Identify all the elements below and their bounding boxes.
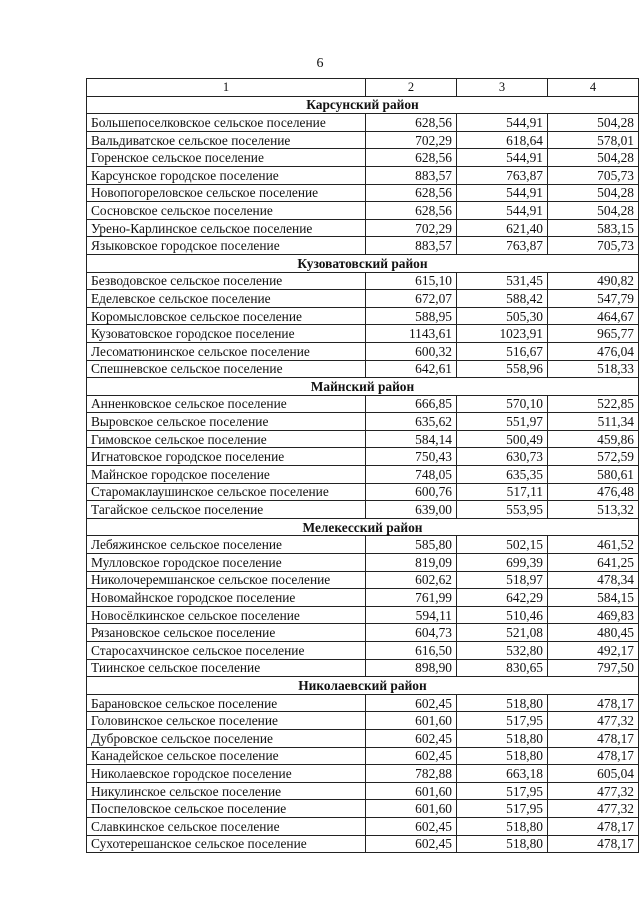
value-cell: 601,60 [366, 800, 457, 818]
value-cell: 547,79 [548, 290, 639, 308]
value-cell: 642,29 [457, 589, 548, 607]
value-cell: 478,17 [548, 835, 639, 853]
value-cell: 635,35 [457, 466, 548, 484]
page-number: 6 [316, 56, 324, 71]
value-cell: 898,90 [366, 659, 457, 677]
settlement-name: Никулинское сельское поселение [87, 782, 366, 800]
value-cell: 702,29 [366, 219, 457, 237]
value-cell: 883,57 [366, 237, 457, 255]
value-cell: 602,45 [366, 817, 457, 835]
settlement-name: Анненковское сельское поселение [87, 395, 366, 413]
table-row [87, 166, 639, 184]
settlement-name: Большепоселковское сельское поселение [87, 114, 366, 132]
table-row [87, 114, 639, 132]
value-cell: 478,17 [548, 817, 639, 835]
value-cell: 583,15 [548, 219, 639, 237]
table-row [87, 202, 639, 220]
value-cell: 1023,91 [457, 325, 548, 343]
table-row [87, 325, 639, 343]
value-cell: 672,07 [366, 290, 457, 308]
table-row [87, 554, 639, 572]
table-row [87, 800, 639, 818]
value-cell: 628,56 [366, 114, 457, 132]
settlement-name: Спешневское сельское поселение [87, 360, 366, 378]
value-cell: 580,61 [548, 466, 639, 484]
value-cell: 602,45 [366, 835, 457, 853]
table-row [87, 149, 639, 167]
table-row [87, 659, 639, 677]
table-row [87, 765, 639, 783]
value-cell: 642,61 [366, 360, 457, 378]
value-cell: 641,25 [548, 554, 639, 572]
district-name: Кузоватовский район [87, 254, 639, 272]
value-cell: 511,34 [548, 413, 639, 431]
value-cell: 516,67 [457, 342, 548, 360]
value-cell: 830,65 [457, 659, 548, 677]
table-row [87, 237, 639, 255]
value-cell: 618,64 [457, 131, 548, 149]
value-cell: 615,10 [366, 272, 457, 290]
settlement-name: Лебяжинское сельское поселение [87, 536, 366, 554]
value-cell: 797,50 [548, 659, 639, 677]
table-body [87, 96, 639, 853]
table-row [87, 307, 639, 325]
value-cell: 782,88 [366, 765, 457, 783]
value-cell: 628,56 [366, 149, 457, 167]
value-cell: 551,97 [457, 413, 548, 431]
value-cell: 558,96 [457, 360, 548, 378]
settlement-name: Барановское сельское поселение [87, 694, 366, 712]
value-cell: 544,91 [457, 114, 548, 132]
value-cell: 628,56 [366, 184, 457, 202]
settlement-name: Майнское городское поселение [87, 466, 366, 484]
settlement-name: Кузоватовское городское поселение [87, 325, 366, 343]
value-cell: 763,87 [457, 166, 548, 184]
table-row [87, 589, 639, 607]
value-cell: 621,40 [457, 219, 548, 237]
value-cell: 705,73 [548, 237, 639, 255]
value-cell: 517,95 [457, 712, 548, 730]
settlement-name: Славкинское сельское поселение [87, 817, 366, 835]
table-row [87, 747, 639, 765]
table-row [87, 729, 639, 747]
settlement-name: Еделевское сельское поселение [87, 290, 366, 308]
table-row [87, 360, 639, 378]
table-row [87, 466, 639, 484]
value-cell: 517,95 [457, 782, 548, 800]
table-row [87, 782, 639, 800]
value-cell: 1143,61 [366, 325, 457, 343]
settlement-name: Тиинское сельское поселение [87, 659, 366, 677]
value-cell: 763,87 [457, 237, 548, 255]
table-header-row [87, 79, 639, 97]
value-cell: 459,86 [548, 430, 639, 448]
value-cell: 477,32 [548, 782, 639, 800]
table-row [87, 606, 639, 624]
settlement-name: Сухотерешанское сельское поселение [87, 835, 366, 853]
value-cell: 478,17 [548, 747, 639, 765]
value-cell: 518,80 [457, 817, 548, 835]
value-cell: 478,17 [548, 729, 639, 747]
value-cell: 639,00 [366, 501, 457, 519]
district-header-row [87, 677, 639, 695]
value-cell: 480,45 [548, 624, 639, 642]
value-cell: 705,73 [548, 166, 639, 184]
settlement-name: Николочеремшанское сельское поселение [87, 571, 366, 589]
district-header-row [87, 254, 639, 272]
value-cell: 594,11 [366, 606, 457, 624]
value-cell: 518,97 [457, 571, 548, 589]
value-cell: 544,91 [457, 184, 548, 202]
settlement-name: Вальдиватское сельское поселение [87, 131, 366, 149]
district-name: Карсунский район [87, 96, 639, 114]
district-name: Николаевский район [87, 677, 639, 695]
value-cell: 522,85 [548, 395, 639, 413]
settlement-name: Мулловское городское поселение [87, 554, 366, 572]
value-cell: 518,80 [457, 747, 548, 765]
value-cell: 532,80 [457, 642, 548, 660]
settlement-name: Тагайское сельское поселение [87, 501, 366, 519]
district-name: Майнский район [87, 378, 639, 396]
value-cell: 883,57 [366, 166, 457, 184]
value-cell: 477,32 [548, 800, 639, 818]
value-cell: 584,15 [548, 589, 639, 607]
value-cell: 521,08 [457, 624, 548, 642]
value-cell: 628,56 [366, 202, 457, 220]
settlement-name: Дубровское сельское поселение [87, 729, 366, 747]
settlement-name: Карсунское городское поселение [87, 166, 366, 184]
value-cell: 616,50 [366, 642, 457, 660]
column-header: 2 [366, 79, 457, 97]
value-cell: 572,59 [548, 448, 639, 466]
settlement-name: Николаевское городское поселение [87, 765, 366, 783]
table-row [87, 448, 639, 466]
settlement-name: Гимовское сельское поселение [87, 430, 366, 448]
value-cell: 517,95 [457, 800, 548, 818]
table-row [87, 624, 639, 642]
table-row [87, 131, 639, 149]
value-cell: 630,73 [457, 448, 548, 466]
table-row [87, 395, 639, 413]
settlements-table [86, 78, 639, 853]
settlement-name: Выровское сельское поселение [87, 413, 366, 431]
table-row [87, 290, 639, 308]
value-cell: 518,80 [457, 835, 548, 853]
district-header-row [87, 378, 639, 396]
settlement-name: Горенское сельское поселение [87, 149, 366, 167]
value-cell: 531,45 [457, 272, 548, 290]
value-cell: 588,95 [366, 307, 457, 325]
settlement-name: Новосёлкинское сельское поселение [87, 606, 366, 624]
value-cell: 604,73 [366, 624, 457, 642]
table-row [87, 642, 639, 660]
district-header-row [87, 96, 639, 114]
table-row [87, 272, 639, 290]
value-cell: 510,46 [457, 606, 548, 624]
settlement-name: Сосновское сельское поселение [87, 202, 366, 220]
table-row [87, 712, 639, 730]
value-cell: 505,30 [457, 307, 548, 325]
value-cell: 635,62 [366, 413, 457, 431]
value-cell: 602,45 [366, 729, 457, 747]
value-cell: 585,80 [366, 536, 457, 554]
value-cell: 748,05 [366, 466, 457, 484]
settlement-name: Урено-Карлинское сельское поселение [87, 219, 366, 237]
value-cell: 476,04 [548, 342, 639, 360]
value-cell: 570,10 [457, 395, 548, 413]
table-row [87, 817, 639, 835]
table-row [87, 430, 639, 448]
value-cell: 588,42 [457, 290, 548, 308]
value-cell: 600,32 [366, 342, 457, 360]
value-cell: 461,52 [548, 536, 639, 554]
settlement-name: Старосахчинское сельское поселение [87, 642, 366, 660]
column-header: 4 [548, 79, 639, 97]
value-cell: 502,15 [457, 536, 548, 554]
settlement-name: Новопогореловское сельское поселение [87, 184, 366, 202]
value-cell: 666,85 [366, 395, 457, 413]
table-row [87, 694, 639, 712]
value-cell: 602,62 [366, 571, 457, 589]
column-header: 3 [457, 79, 548, 97]
settlement-name: Канадейское сельское поселение [87, 747, 366, 765]
value-cell: 476,48 [548, 483, 639, 501]
value-cell: 492,17 [548, 642, 639, 660]
value-cell: 602,45 [366, 694, 457, 712]
table-row [87, 835, 639, 853]
value-cell: 504,28 [548, 114, 639, 132]
value-cell: 600,76 [366, 483, 457, 501]
settlement-name: Игнатовское городское поселение [87, 448, 366, 466]
value-cell: 601,60 [366, 782, 457, 800]
value-cell: 518,80 [457, 694, 548, 712]
value-cell: 750,43 [366, 448, 457, 466]
settlement-name: Новомайнское городское поселение [87, 589, 366, 607]
value-cell: 478,34 [548, 571, 639, 589]
value-cell: 500,49 [457, 430, 548, 448]
value-cell: 490,82 [548, 272, 639, 290]
value-cell: 513,32 [548, 501, 639, 519]
value-cell: 517,11 [457, 483, 548, 501]
value-cell: 504,28 [548, 202, 639, 220]
value-cell: 464,67 [548, 307, 639, 325]
value-cell: 965,77 [548, 325, 639, 343]
settlement-name: Головинское сельское поселение [87, 712, 366, 730]
value-cell: 518,80 [457, 729, 548, 747]
district-name: Мелекесский район [87, 518, 639, 536]
value-cell: 544,91 [457, 149, 548, 167]
settlement-name: Языковское городское поселение [87, 237, 366, 255]
value-cell: 469,83 [548, 606, 639, 624]
value-cell: 819,09 [366, 554, 457, 572]
settlement-name: Старомаклаушинское сельское поселение [87, 483, 366, 501]
settlement-name: Лесоматюнинское сельское поселение [87, 342, 366, 360]
value-cell: 518,33 [548, 360, 639, 378]
table-row [87, 501, 639, 519]
value-cell: 663,18 [457, 765, 548, 783]
district-header-row [87, 518, 639, 536]
value-cell: 605,04 [548, 765, 639, 783]
value-cell: 478,17 [548, 694, 639, 712]
settlement-name: Коромысловское сельское поселение [87, 307, 366, 325]
value-cell: 544,91 [457, 202, 548, 220]
value-cell: 504,28 [548, 149, 639, 167]
column-header: 1 [87, 79, 366, 97]
value-cell: 584,14 [366, 430, 457, 448]
table-row [87, 184, 639, 202]
table-row [87, 536, 639, 554]
value-cell: 504,28 [548, 184, 639, 202]
table-row [87, 483, 639, 501]
value-cell: 702,29 [366, 131, 457, 149]
value-cell: 477,32 [548, 712, 639, 730]
settlement-name: Безводовское сельское поселение [87, 272, 366, 290]
value-cell: 553,95 [457, 501, 548, 519]
table-row [87, 342, 639, 360]
value-cell: 601,60 [366, 712, 457, 730]
table-row [87, 413, 639, 431]
settlement-name: Поспеловское сельское поселение [87, 800, 366, 818]
value-cell: 602,45 [366, 747, 457, 765]
settlement-name: Рязановское сельское поселение [87, 624, 366, 642]
value-cell: 699,39 [457, 554, 548, 572]
value-cell: 578,01 [548, 131, 639, 149]
table-row [87, 219, 639, 237]
table-row [87, 571, 639, 589]
value-cell: 761,99 [366, 589, 457, 607]
